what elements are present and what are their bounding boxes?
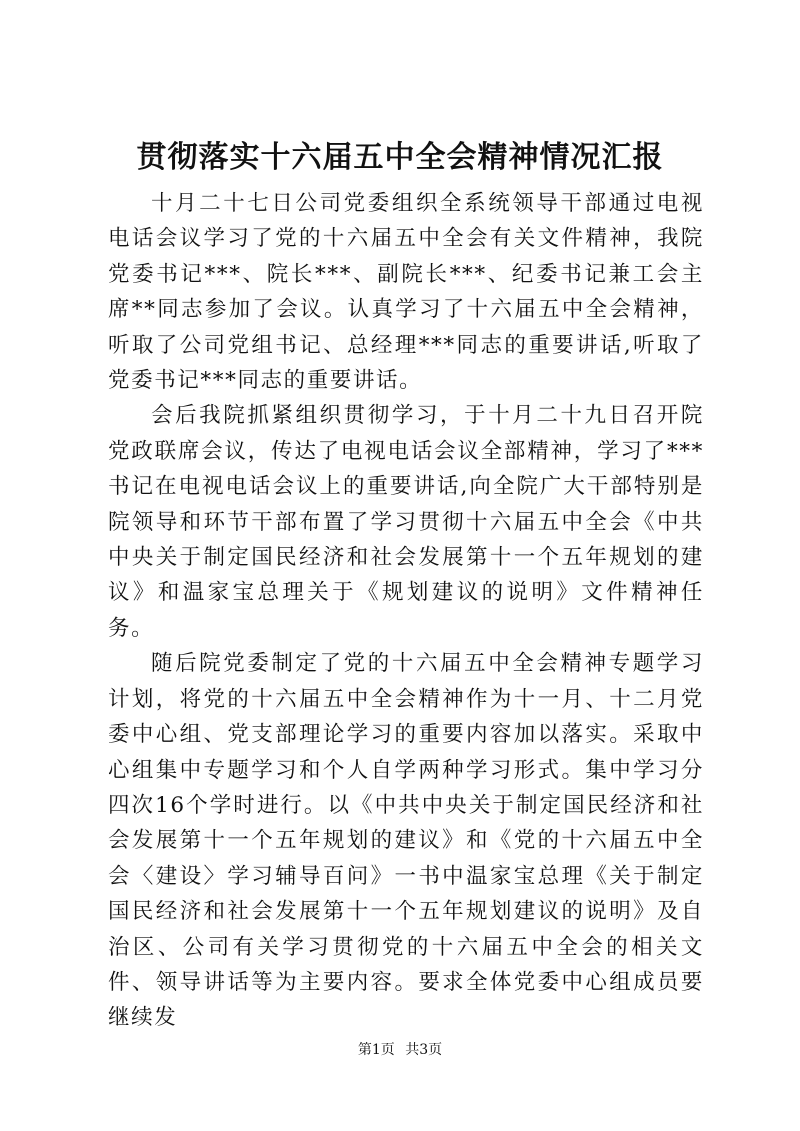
document-title: 贯彻落实十六届五中全会精神情况汇报: [136, 140, 664, 175]
paragraph-1: 十月二十七日公司党委组织全系统领导干部通过电视电话会议学习了党的十六届五中全会有关文件精神，我院党委书记***、院长***、副院长***、纪委书记兼工会主席**同志参加了会议。认真学习了十六届五中全会精神，听取了公司党组书记、总经理***同志的重要讲话,听取了党委书记***同志的重要讲话。: [108, 191, 704, 394]
paragraph-2: 会后我院抓紧组织贯彻学习，于十月二十九日召开院党政联席会议，传达了电视电话会议全部精神，学习了***书记在电视电话会议上的重要讲话,向全院广大干部特别是院领导和环节干部布置了学习贯彻十六届五中全会《中共中央关于制定国民经济和社会发展第十一个五年规划的建议》和温家宝总理关于《规划建议的说明》文件精神任务。: [108, 403, 704, 641]
document-body: [108, 186, 704, 1036]
page-footer: [0, 1040, 800, 1060]
page-number: 第1页: [357, 1042, 395, 1058]
page-total: 共3页: [405, 1042, 443, 1058]
paragraph-3: 随后院党委制定了党的十六届五中全会精神专题学习计划，将党的十六届五中全会精神作为十一月、十二月党委中心组、党支部理论学习的重要内容加以落实。采取中心组集中专题学习和个人自学两种学习形式。集中学习分四次16个学时进行。以《中共中央关于制定国民经济和社会发展第十一个五年规划的建议》和《党的十六届五中全会〈建设〉学习辅导百问》一书中温家宝总理《关于制定国民经济和社会发展第十一个五年规划建议的说明》及自治区、公司有关学习贯彻党的十六届五中全会的相关文件、领导讲话等为主要内容。要求全体党委中心组成员要继续发: [108, 651, 704, 1031]
